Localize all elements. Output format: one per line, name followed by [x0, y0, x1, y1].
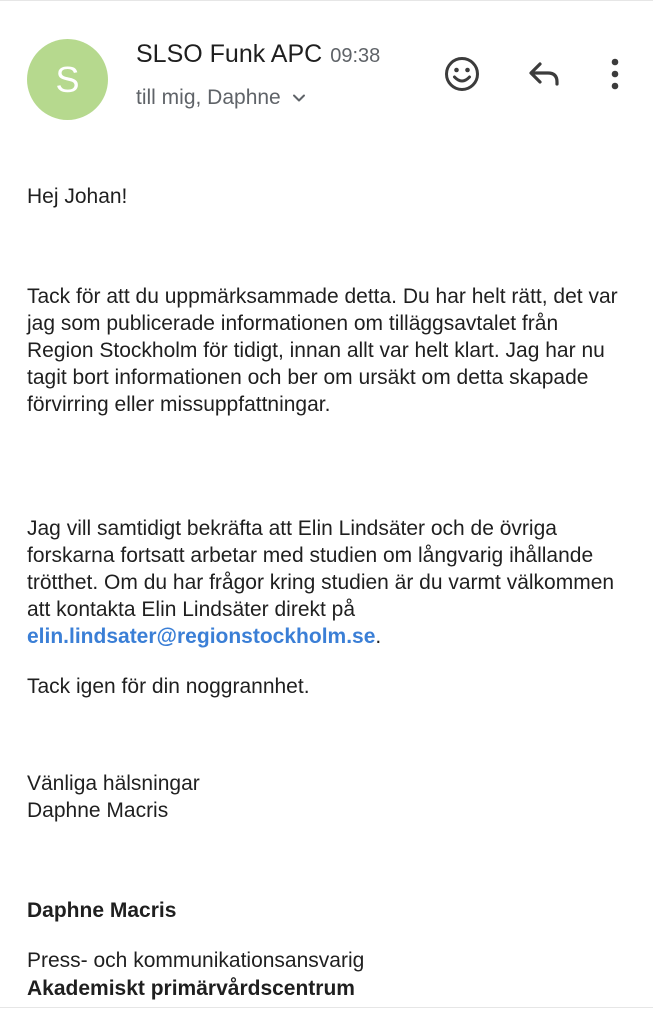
- email-header: [0, 0, 653, 140]
- email-link[interactable]: elin.lindsater@regionstockholm.se: [27, 625, 376, 648]
- body-paragraph-2: [27, 515, 627, 650]
- greeting: Hej Johan!: [27, 185, 128, 208]
- signature-organization: Akademiskt primärvårdscentrum: [27, 977, 355, 1000]
- sender-line: [136, 40, 380, 69]
- add-reaction-button[interactable]: [440, 52, 484, 96]
- smiley-face-icon: [443, 55, 481, 93]
- body-paragraph-3: Tack igen för din noggrannhet.: [27, 675, 310, 698]
- sent-time: 09:38: [330, 45, 381, 67]
- paragraph-2-text: Jag vill samtidigt bekräfta att Elin Lindsäter och de övriga forskarna fortsatt arbetar med studien om långvarig ihållande trötthet. Om du har frågor kring studien är du varmt välkommen att kontakta Elin Lindsäter direkt på: [27, 517, 615, 621]
- paragraph-2-end: .: [375, 625, 382, 648]
- signoff-greeting: Vänliga hälsningar: [27, 772, 200, 795]
- chevron-down-icon: [291, 90, 307, 106]
- reply-arrow-icon: [525, 55, 563, 93]
- signoff-name: Daphne Macris: [27, 799, 169, 822]
- more-vertical-icon: [608, 55, 622, 93]
- recipients-toggle[interactable]: [136, 86, 307, 110]
- body-paragraph-1: Tack för att du uppmärksammade detta. Du har helt rätt, det var jag som publicerade informationen om tilläggsavtalet från Region Stockholm för tidigt, innan allt var helt klart. Jag har nu tagit bort informationen och ber om ursäkt om detta skapade förvirring eller missuppfattningar.: [27, 285, 618, 416]
- sender-name[interactable]: SLSO Funk APC: [136, 40, 323, 68]
- bottom-divider: [0, 1007, 653, 1008]
- more-options-button[interactable]: [593, 52, 637, 96]
- signature-name: Daphne Macris: [27, 899, 177, 922]
- sender-avatar[interactable]: S: [27, 39, 108, 120]
- reply-button[interactable]: [522, 52, 566, 96]
- signature-role: Press- och kommunikationsansvarig: [27, 949, 365, 972]
- recipients-text: till mig, Daphne: [136, 86, 281, 109]
- signoff: [27, 770, 200, 824]
